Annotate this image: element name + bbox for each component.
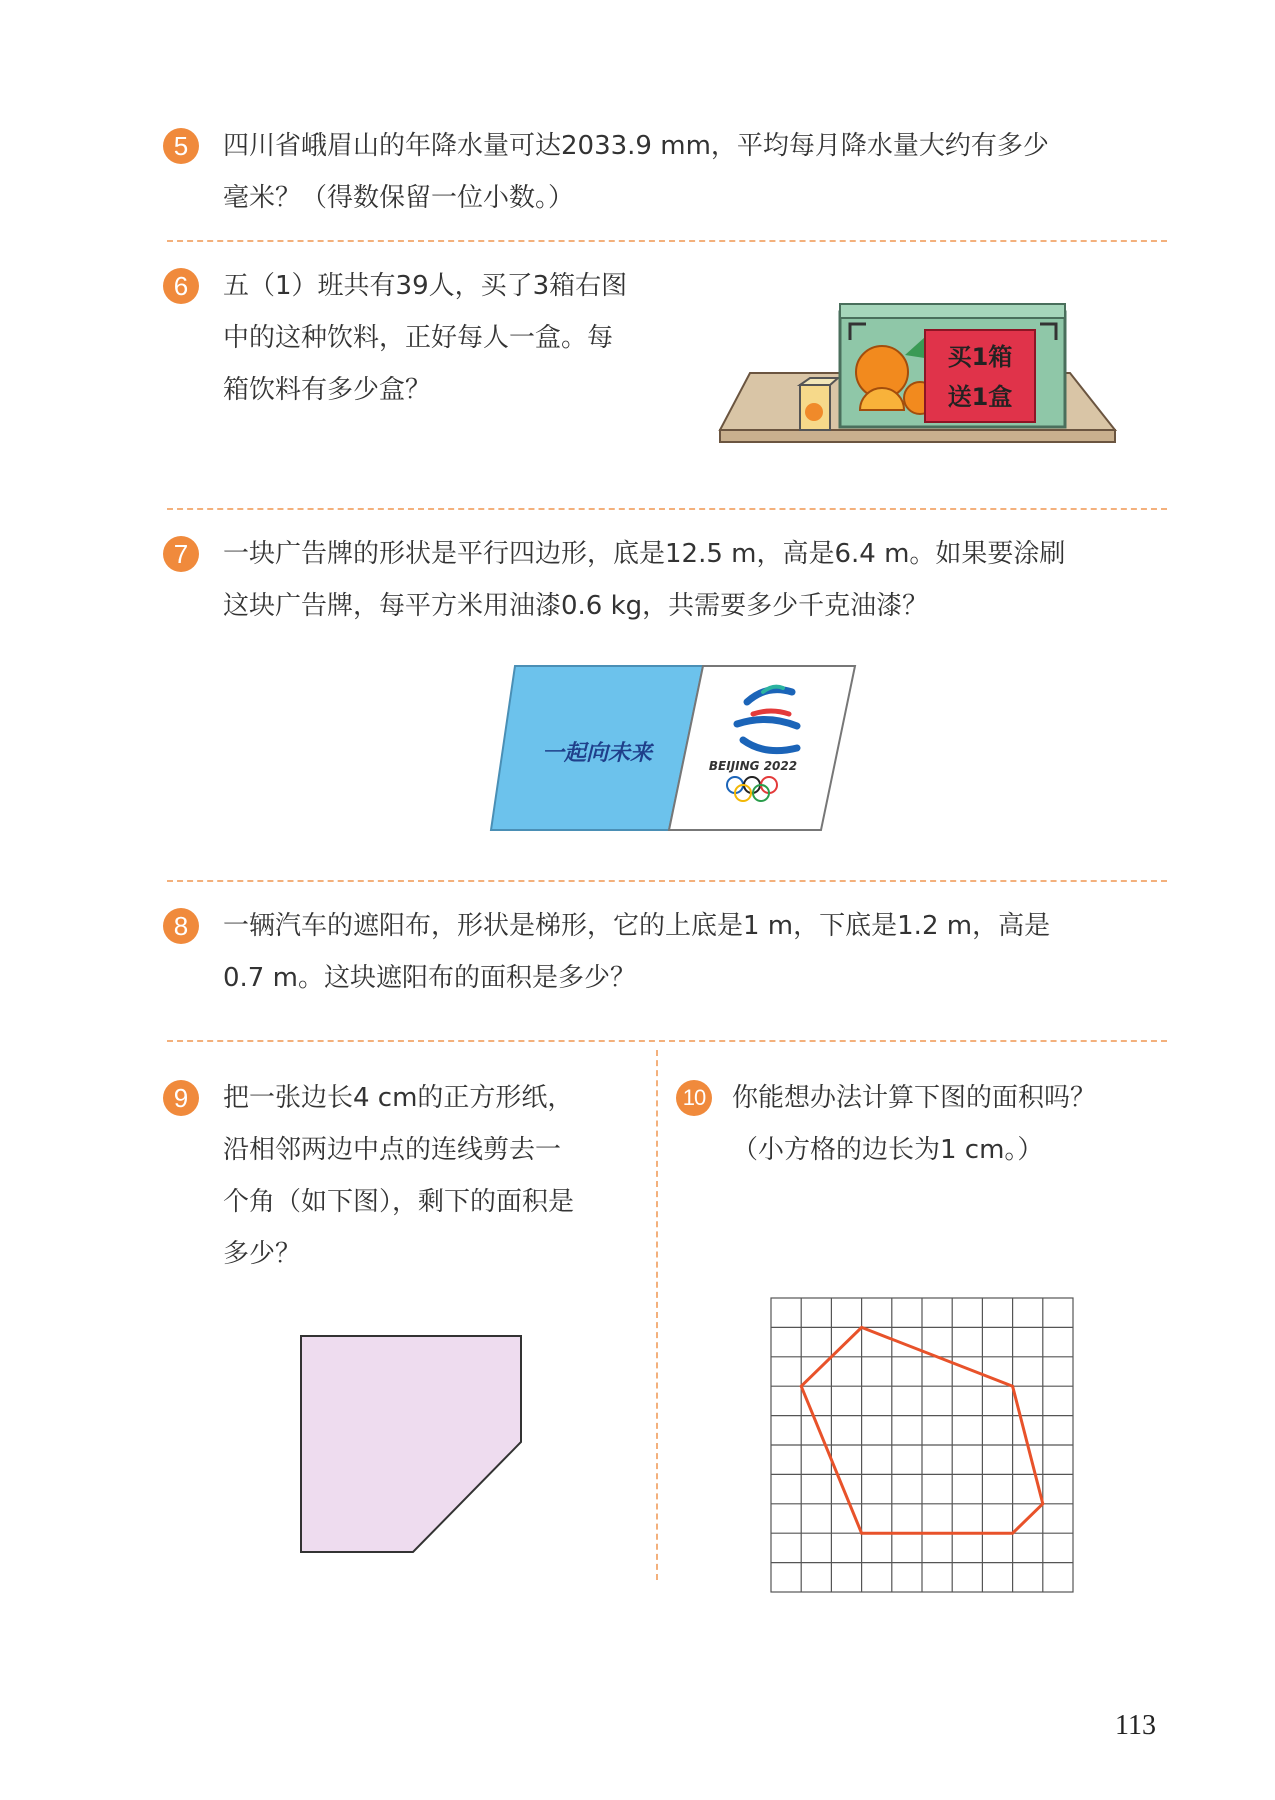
cut-square-pentagon	[301, 1336, 521, 1552]
promo-sign-line-1: 买1箱	[947, 343, 1013, 371]
question-10-number-badge: 10	[676, 1080, 712, 1116]
question-5-line-2: 毫米？（得数保留一位小数。）	[223, 183, 575, 213]
question-10-line-1: 你能想办法计算下图的面积吗？	[732, 1083, 1097, 1113]
column-divider	[656, 1050, 658, 1580]
question-8-line-1: 一辆汽车的遮阳布，形状是梯形，它的上底是1 m，下底是1.2 m，高是	[223, 911, 1051, 941]
question-9-line-2: 沿相邻两边中点的连线剪去一	[223, 1135, 562, 1165]
divider-2	[167, 508, 1167, 510]
page-number: 113	[1115, 1710, 1156, 1741]
question-7-line-2: 这块广告牌，每平方米用油漆0.6 kg，共需要多少千克油漆？	[223, 591, 929, 621]
divider-3	[167, 880, 1167, 882]
grid-polygon-figure	[770, 1297, 1076, 1595]
question-10-line-2: （小方格的边长为1 cm。）	[732, 1135, 1044, 1165]
question-7-text	[223, 528, 1065, 632]
cut-square-figure	[295, 1330, 535, 1560]
question-5-text	[223, 120, 1049, 224]
divider-4	[167, 1040, 1167, 1042]
question-6-line-2: 中的这种饮料，正好每人一盒。每	[223, 323, 614, 353]
billboard-logo-text: BEIJING 2022	[708, 759, 798, 773]
question-6-text	[223, 260, 627, 416]
question-5-line-1: 四川省峨眉山的年降水量可达2033.9 mm，平均每月降水量大约有多少	[223, 131, 1049, 161]
question-9-line-4: 多少？	[223, 1239, 302, 1269]
question-6-line-1: 五（1）班共有39人，买了3箱右图	[223, 271, 628, 301]
drink-box-illustration	[710, 300, 1130, 460]
question-6-line-3: 箱饮料有多少盒？	[223, 375, 432, 405]
question-9-line-1: 把一张边长4 cm的正方形纸，	[223, 1083, 574, 1113]
question-9-number-badge: 9	[163, 1080, 199, 1116]
question-7-line-1: 一块广告牌的形状是平行四边形，底是12.5 m，高是6.4 m。如果要涂刷	[223, 539, 1066, 569]
question-8-line-2: 0.7 m。这块遮阳布的面积是多少？	[223, 963, 636, 993]
question-10-text	[732, 1072, 1096, 1176]
promo-sign-line-2: 送1盒	[947, 383, 1013, 411]
question-6-number-badge: 6	[163, 268, 199, 304]
question-5-number-badge: 5	[163, 128, 199, 164]
divider-1	[167, 240, 1167, 242]
question-9-line-3: 个角（如下图），剩下的面积是	[223, 1187, 575, 1217]
question-8-number-badge: 8	[163, 908, 199, 944]
billboard-slogan: 一起向未来	[541, 740, 653, 766]
billboard-illustration	[485, 662, 865, 837]
question-7-number-badge: 7	[163, 536, 199, 572]
question-8-text	[223, 900, 1050, 1004]
question-9-text	[223, 1072, 574, 1280]
